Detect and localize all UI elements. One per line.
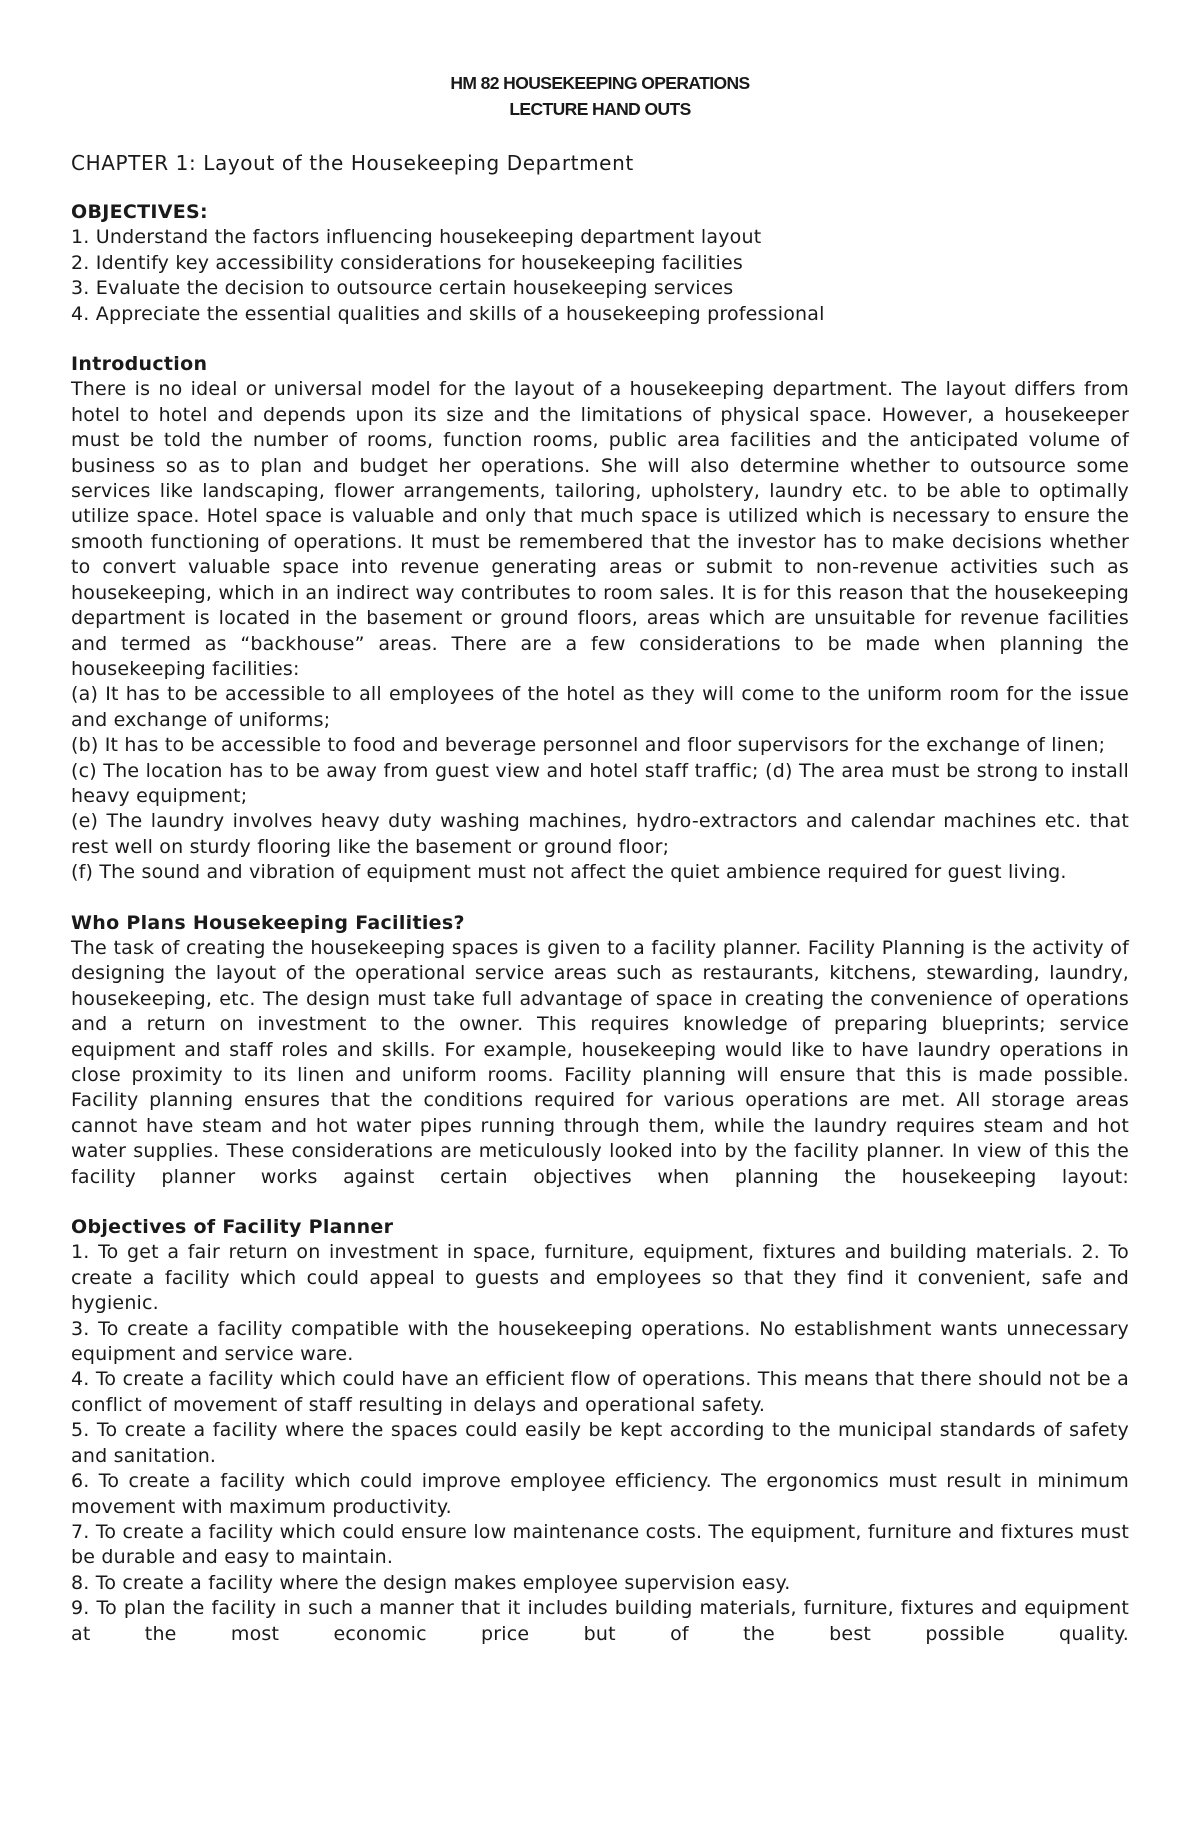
facility-objective-item: 7. To create a facility which could ensure low maintenance costs. The equipment, furniture and fixtures must be durable and easy to maintain. bbox=[71, 1520, 1129, 1569]
objectives-section bbox=[71, 200, 1129, 327]
facility-objective-item: 9. To plan the facility in such a manner that it includes building materials, furniture, fixtures and equipment at the most economic price but of the best possible quality. bbox=[71, 1597, 1129, 1645]
title-line-1: HM 82 HOUSEKEEPING OPERATIONS bbox=[450, 73, 750, 93]
document-page bbox=[71, 70, 1129, 1647]
introduction-paragraph: There is no ideal or universal model for the layout of a housekeeping department. The layout differs from hotel to hotel and depends upon its size and the limitations of physical space. However, a housekeeper must be told the number of rooms, function rooms, public area facilities and the anticipated volume of business so as to plan and budget her operations. She will also determine whether to outsource some services like landscaping, flower arrangements, tailoring, upholstery, laundry etc. to be able to optimally utilize space. Hotel space is valuable and only that much space is utilized which is necessary to ensure the smooth functioning of operations. It must be remembered that the investor has to make decisions whether to convert valuable space into revenue generating areas or submit to non-revenue activities such as housekeeping, which in an indirect way contributes to room sales. It is for this reason that the housekeeping department is located in the basement or ground floors, areas which are unsuitable for revenue facilities and termed as “backhouse” areas. There are a few considerations to be made when planning the housekeeping facilities: bbox=[71, 378, 1129, 680]
document-title bbox=[71, 70, 1129, 122]
objective-item: 4. Appreciate the essential qualities and skills of a housekeeping professional bbox=[71, 302, 825, 325]
facility-objectives-section bbox=[71, 1215, 1129, 1647]
facility-objective-item: 3. To create a facility compatible with the housekeeping operations. No establishment wants unnecessary equipment and service ware. bbox=[71, 1317, 1129, 1366]
title-line-2: LECTURE HAND OUTS bbox=[509, 99, 691, 119]
planners-heading: Who Plans Housekeeping Facilities? bbox=[71, 911, 465, 934]
facility-objective-item: 1. To get a fair return on investment in space, furniture, equipment, fixtures and building materials. 2. To create a facility which could appeal to guests and employees so that they find it convenient, safe and hygienic. bbox=[71, 1241, 1129, 1315]
consideration-point: (b) It has to be accessible to food and beverage personnel and floor supervisors for the exchange of linen; bbox=[71, 734, 1106, 757]
facility-objective-item: 4. To create a facility which could have an efficient flow of operations. This means that there should not be a conflict of movement of staff resulting in delays and operational safety. bbox=[71, 1368, 1129, 1416]
planners-section bbox=[71, 911, 1129, 1190]
facility-objective-item: 5. To create a facility where the spaces could easily be kept according to the municipal standards of safety and sanitation. bbox=[71, 1419, 1129, 1467]
objective-item: 3. Evaluate the decision to outsource certain housekeeping services bbox=[71, 277, 734, 300]
objectives-heading: OBJECTIVES: bbox=[71, 201, 208, 223]
objective-item: 1. Understand the factors influencing housekeeping department layout bbox=[71, 226, 762, 249]
introduction-section bbox=[71, 352, 1129, 886]
consideration-point: (f) The sound and vibration of equipment must not affect the quiet ambience required for guest living. bbox=[71, 861, 1067, 884]
objective-item: 2. Identify key accessibility considerations for housekeeping facilities bbox=[71, 251, 743, 274]
planners-paragraph: The task of creating the housekeeping spaces is given to a facility planner. Facility Planning is the activity of designing the layout of the operational service areas such as restaurants, kitchens, stewarding, laundry, housekeeping, etc. The design must take full advantage of space in creating the convenience of operations and a return on investment to the owner. This requires knowledge of preparing blueprints; service equipment and staff roles and skills. For example, housekeeping would like to have laundry operations in close proximity to its linen and uniform rooms. Facility planning will ensure that this is made possible. Facility planning ensures that the conditions required for various operations are met. All storage areas cannot have steam and hot water pipes running through them, while the laundry requires steam and hot water supplies. These considerations are meticulously looked into by the facility planner. In view of this the facility planner works against certain objectives when planning the housekeeping layout: bbox=[71, 936, 1129, 1188]
consideration-point: (e) The laundry involves heavy duty washing machines, hydro-extractors and calendar machines etc. that rest well on sturdy flooring like the basement or ground floor; bbox=[71, 810, 1129, 858]
chapter-title: CHAPTER 1: Layout of the Housekeeping Department bbox=[71, 151, 634, 175]
introduction-heading: Introduction bbox=[71, 353, 208, 376]
consideration-point: (c) The location has to be away from guest view and hotel staff traffic; (d) The area must be strong to install heavy equipment; bbox=[71, 759, 1129, 807]
consideration-point: (a) It has to be accessible to all employees of the hotel as they will come to the uniform room for the issue and exchange of uniforms; bbox=[71, 683, 1129, 731]
facility-objectives-heading: Objectives of Facility Planner bbox=[71, 1216, 394, 1239]
facility-objective-item: 8. To create a facility where the design makes employee supervision easy. bbox=[71, 1571, 791, 1594]
facility-objective-item: 6. To create a facility which could improve employee efficiency. The ergonomics must result in minimum movement with maximum productivity. bbox=[71, 1470, 1129, 1518]
